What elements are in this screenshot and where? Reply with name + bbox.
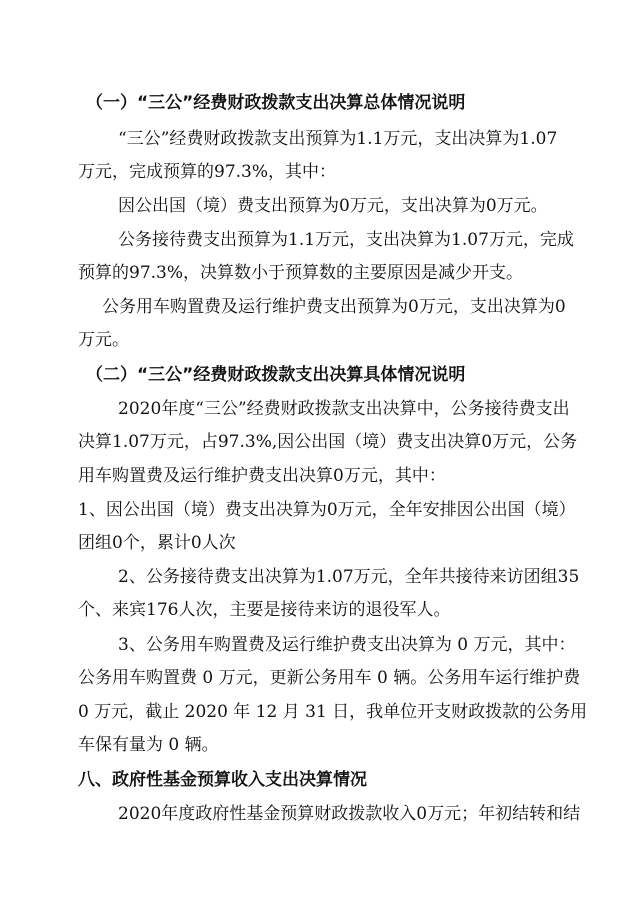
paragraph-line: 1、因公出国（境）费支出决算为0万元，全年安排因公出国（境） bbox=[78, 500, 576, 520]
paragraph-line: 团组0个，累计0人次 bbox=[78, 533, 236, 553]
paragraph-line: “三公”经费财政拨款支出预算为1.1万元，支出决算为1.07 bbox=[118, 129, 558, 149]
paragraph-line: 3、公务用车购置费及运行维护费支出决算为 0 万元，其中： bbox=[118, 635, 576, 655]
paragraph-line: 2020年度政府性基金预算财政拨款收入0万元；年初结转和结 bbox=[118, 804, 581, 824]
paragraph-line: 万元，完成预算的97.3%，其中： bbox=[78, 162, 337, 182]
paragraph-line: 预算的97.3%，决算数小于预算数的主要原因是减少开支。 bbox=[78, 263, 524, 283]
section-heading-1: （一）“三公”经费财政拨款支出决算总体情况说明 bbox=[86, 93, 466, 113]
section-heading-8: 八、政府性基金预算收入支出决算情况 bbox=[78, 770, 367, 790]
paragraph-line: 0 万元，截止 2020 年 12 月 31 日，我单位开支财政拨款的公务用 bbox=[78, 702, 588, 722]
paragraph-line: 个、来宾176人次，主要是接待来访的退役军人。 bbox=[78, 600, 451, 620]
section-heading-2: （二）“三公”经费财政拨款支出决算具体情况说明 bbox=[86, 365, 466, 385]
paragraph-line: 2020年度“三公”经费财政拨款支出决算中，公务接待费支出 bbox=[118, 399, 570, 419]
paragraph-line: 因公出国（境）费支出预算为0万元，支出决算为0万元。 bbox=[118, 196, 548, 216]
paragraph-line: 公务用车购置费及运行维护费支出预算为0万元，支出决算为0 bbox=[102, 297, 566, 317]
paragraph-line: 决算1.07万元，占97.3%,因公出国（境）费支出决算0万元，公务 bbox=[78, 432, 578, 452]
paragraph-line: 2、公务接待费支出决算为1.07万元，全年共接待来访团组35 bbox=[118, 567, 580, 587]
paragraph-line: 公务用车购置费 0 万元，更新公务用车 0 辆。公务用车运行维护费 bbox=[78, 668, 581, 688]
paragraph-line: 车保有量为 0 辆。 bbox=[78, 735, 219, 755]
paragraph-line: 万元。 bbox=[78, 330, 129, 350]
paragraph-line: 用车购置费及运行维护费支出决算0万元，其中： bbox=[78, 466, 446, 486]
paragraph-line: 公务接待费支出预算为1.1万元，支出决算为1.07万元，完成 bbox=[118, 230, 574, 250]
